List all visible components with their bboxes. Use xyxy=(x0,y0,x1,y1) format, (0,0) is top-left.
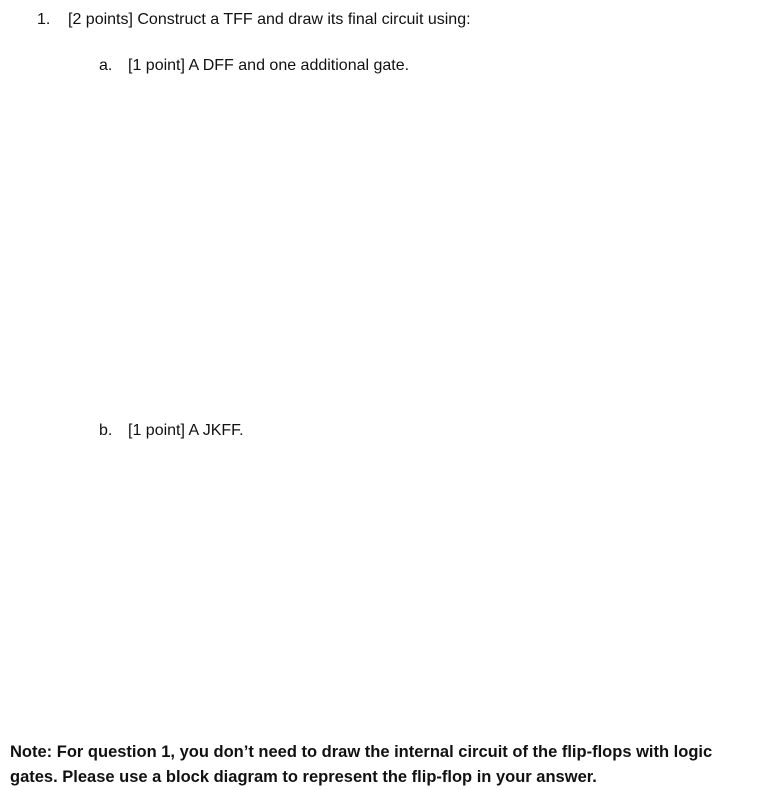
answer-space-part-a xyxy=(99,90,739,410)
part-a-text: [1 point] A DFF and one additional gate. xyxy=(128,57,410,74)
note-paragraph: Note: For question 1, you don’t need to draw the internal circuit of the flip-flops with logic gates. Please use a block diagram to represent the flip-flop in your answer. xyxy=(10,743,713,786)
question-text: [2 points] Construct a TFF and draw its final circuit using: xyxy=(68,11,471,28)
part-b-label: b. xyxy=(99,422,113,439)
question-number: 1. xyxy=(37,11,51,28)
answer-space-part-b xyxy=(99,455,739,725)
part-b-text: [1 point] A JKFF. xyxy=(128,422,244,439)
part-a-label: a. xyxy=(99,57,113,74)
